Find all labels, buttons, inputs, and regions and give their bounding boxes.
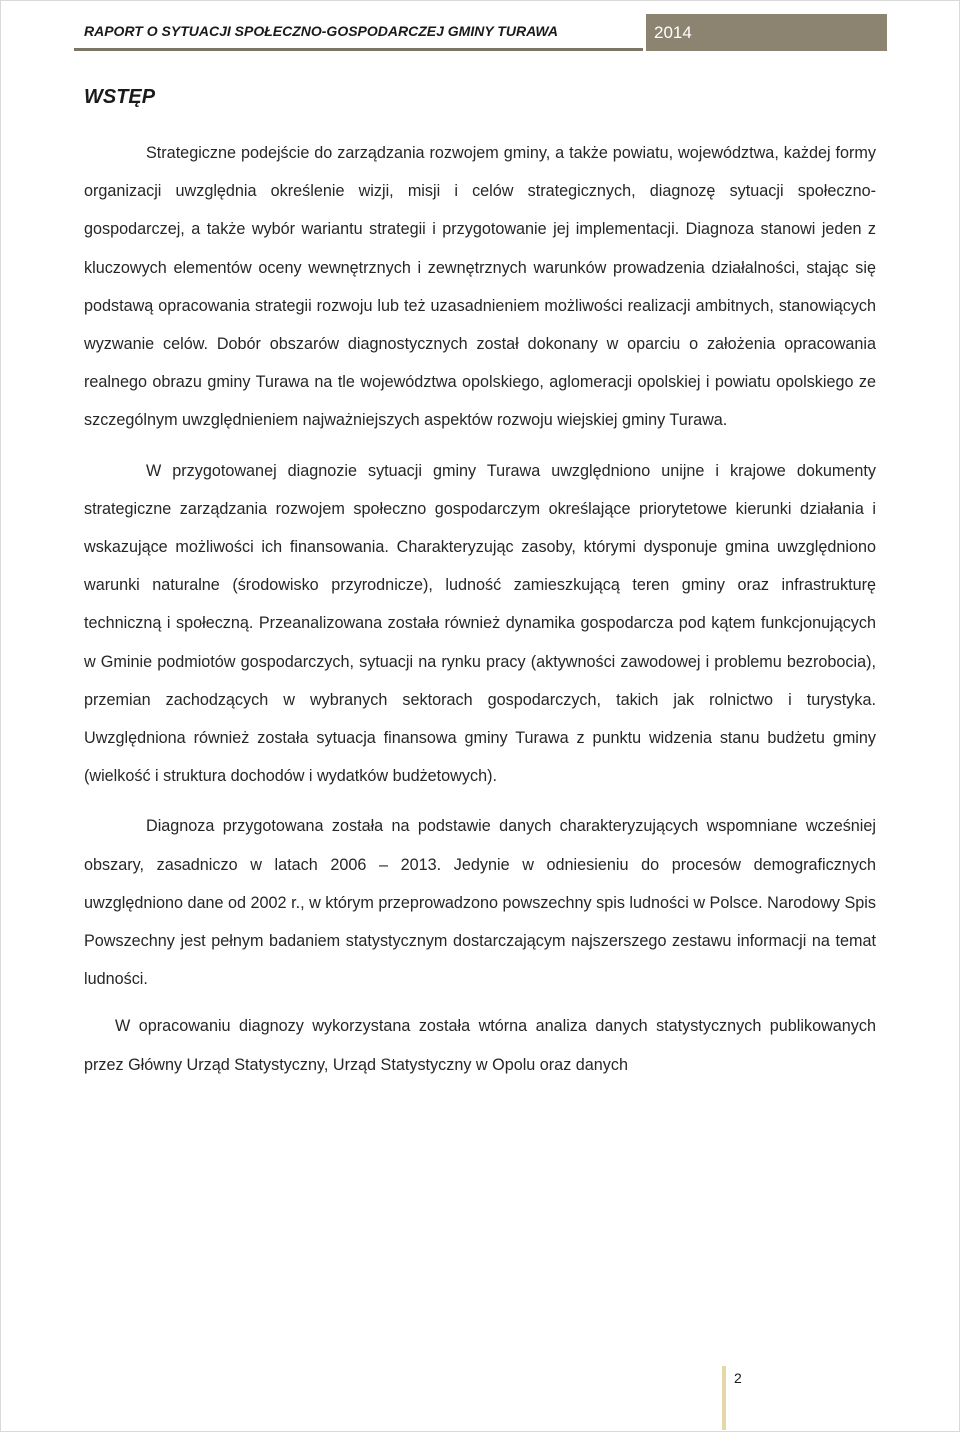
header-title-box	[74, 14, 643, 51]
footer-accent-bar	[722, 1366, 726, 1430]
header-title: RAPORT O SYTUACJI SPOŁECZNO-GOSPODARCZEJ GMINY TURAWA	[84, 23, 558, 39]
page-header	[74, 14, 887, 51]
paragraph-data-sources: W opracowaniu diagnozy wykorzystana została wtórna analiza danych statystycznych publikowanych przez Główny Urząd Statystyczny, Urząd Statystyczny w Opolu oraz danych	[84, 1017, 876, 1074]
section-title: WSTĘP	[84, 86, 156, 108]
paragraph-diagnosis-scope: W przygotowanej diagnozie sytuacji gminy Turawa uwzględniono unijne i krajowe dokumenty strategiczne zarządzania rozwojem społeczno gospodarczym określające priorytetowe kierunki działania i wskazujące możliwości ich finansowania. Charakteryzując zasoby, którymi dysponuje gmina uwzględniono warunki naturalne (środowisko przyrodnicze), ludność zamieszkującą teren gminy oraz infrastrukturę techniczną i społeczną. Przeanalizowana została również dynamika gospodarcza pod kątem funkcjonujących w Gminie podmiotów gospodarczych, sytuacji na rynku pracy (aktywności zawodowej i problemu bezrobocia), przemian zachodzących w wybranych sektorach gospodarczych, takich jak rolnictwo i turystyka. Uwzględniona również została sytuacja finansowa gminy Turawa z punktu widzenia stanu budżetu gminy (wielkość i struktura dochodów i wydatków budżetowych).	[84, 461, 876, 786]
page-number: 2	[734, 1370, 742, 1386]
header-year: 2014	[654, 22, 692, 42]
header-year-box	[643, 14, 887, 51]
paragraph-data-basis: Diagnoza przygotowana została na podstawie danych charakteryzujących wspomniane wcześniej obszary, zasadniczo w latach 2006 – 2013. Jedynie w odniesieniu do procesów demograficznych uwzględniono dane od 2002 r., w którym przeprowadzono powszechny spis ludności w Polsce. Narodowy Spis Powszechny jest pełnym badaniem statystycznym dostarczającym najszerszego zestawu informacji na temat ludności.	[84, 817, 876, 989]
body-text	[84, 134, 876, 1084]
paragraph-intro: Strategiczne podejście do zarządzania rozwojem gminy, a także powiatu, województwa, każdej formy organizacji uwzględnia określenie wizji, misji i celów strategicznych, diagnozę sytuacji społeczno-gospodarczej, a także wybór wariantu strategii i przygotowanie jej implementacji. Diagnoza stanowi jeden z kluczowych elementów oceny wewnętrznych i zewnętrznych warunków prowadzenia działalności, stając się podstawą opracowania strategii rozwoju lub też uzasadnieniem możliwości realizacji ambitnych, stanowiących wyzwanie celów. Dobór obszarów diagnostycznych został dokonany w oparciu o założenia opracowania realnego obrazu gminy Turawa na tle województwa opolskiego, aglomeracji opolskiej i powiatu opolskiego ze szczególnym uwzględnieniem najważniejszych aspektów rozwoju wiejskiej gminy Turawa.	[84, 144, 876, 430]
